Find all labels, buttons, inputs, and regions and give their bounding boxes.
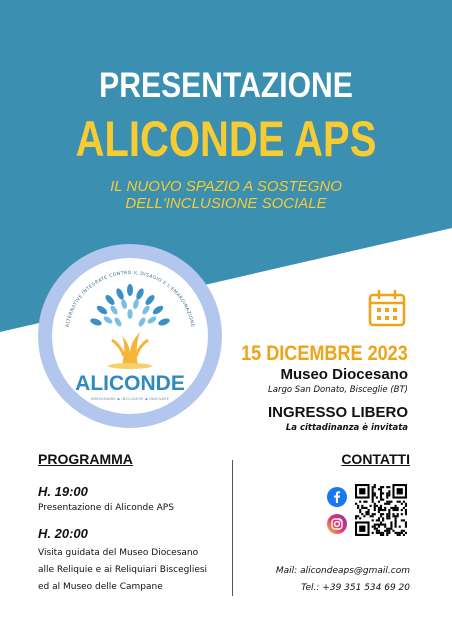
event-address: Largo San Donato, Bisceglie (BT) (268, 385, 408, 395)
event-venue: Museo Diocesano (280, 366, 408, 383)
admission-label: INGRESSO LIBERO (267, 404, 408, 421)
calendar-icon (367, 288, 407, 328)
contacts-heading: CONTATTI (341, 451, 410, 467)
instagram-icon[interactable] (327, 514, 347, 534)
logo-inner-circle (52, 258, 208, 414)
contact-phone: Tel.: +39 351 534 69 20 (301, 583, 410, 593)
contact-mail: Mail: alicondeaps@gmail.com (275, 566, 410, 576)
subtitle-line-2: DELL'INCLUSIONE SOCIALE (125, 195, 327, 212)
event-date: 15 DICEMBRE 2023 (241, 342, 408, 365)
program-heading: PROGRAMMA (38, 451, 133, 467)
logo-name: ALICONDE (75, 372, 185, 395)
logo-tagline: IMMAGINARE ◆ INCLUDERE ◆ INNOVARE (90, 397, 170, 401)
title-line-1: PRESENTAZIONE (99, 66, 353, 105)
subtitle (0, 178, 452, 212)
program-desc-2-line-3: ed al Museo delle Campane (38, 582, 163, 592)
subtitle-line-1: IL NUOVO SPAZIO A SOSTEGNO (110, 178, 342, 195)
column-divider (232, 460, 233, 596)
program-time-1: H. 19:00 (38, 484, 88, 499)
program-time-2: H. 20:00 (38, 526, 88, 541)
program-desc-2 (38, 545, 207, 596)
title-line-2: ALICONDE APS (75, 111, 377, 167)
program-desc-1 (38, 500, 174, 517)
invite-note: La cittadinanza è invitata (285, 423, 408, 433)
facebook-icon[interactable] (327, 487, 347, 507)
program-desc-2-line-1: Visita guidata del Museo Diocesano (38, 548, 199, 558)
program-desc-1-line-1: Presentazione di Aliconde APS (38, 503, 174, 513)
svg-text:ALTERNATIVE INTEGRATE CONTRO I (65, 270, 196, 328)
program-desc-2-line-2: alle Reliquie e ai Reliquiari Biscegliesi (38, 565, 208, 575)
logo-ring-text: ALTERNATIVE INTEGRATE CONTRO IL DISAGIO E L'EMARGINAZIONE (65, 270, 195, 328)
qr-code[interactable] (355, 484, 407, 536)
aliconde-logo (38, 244, 222, 428)
